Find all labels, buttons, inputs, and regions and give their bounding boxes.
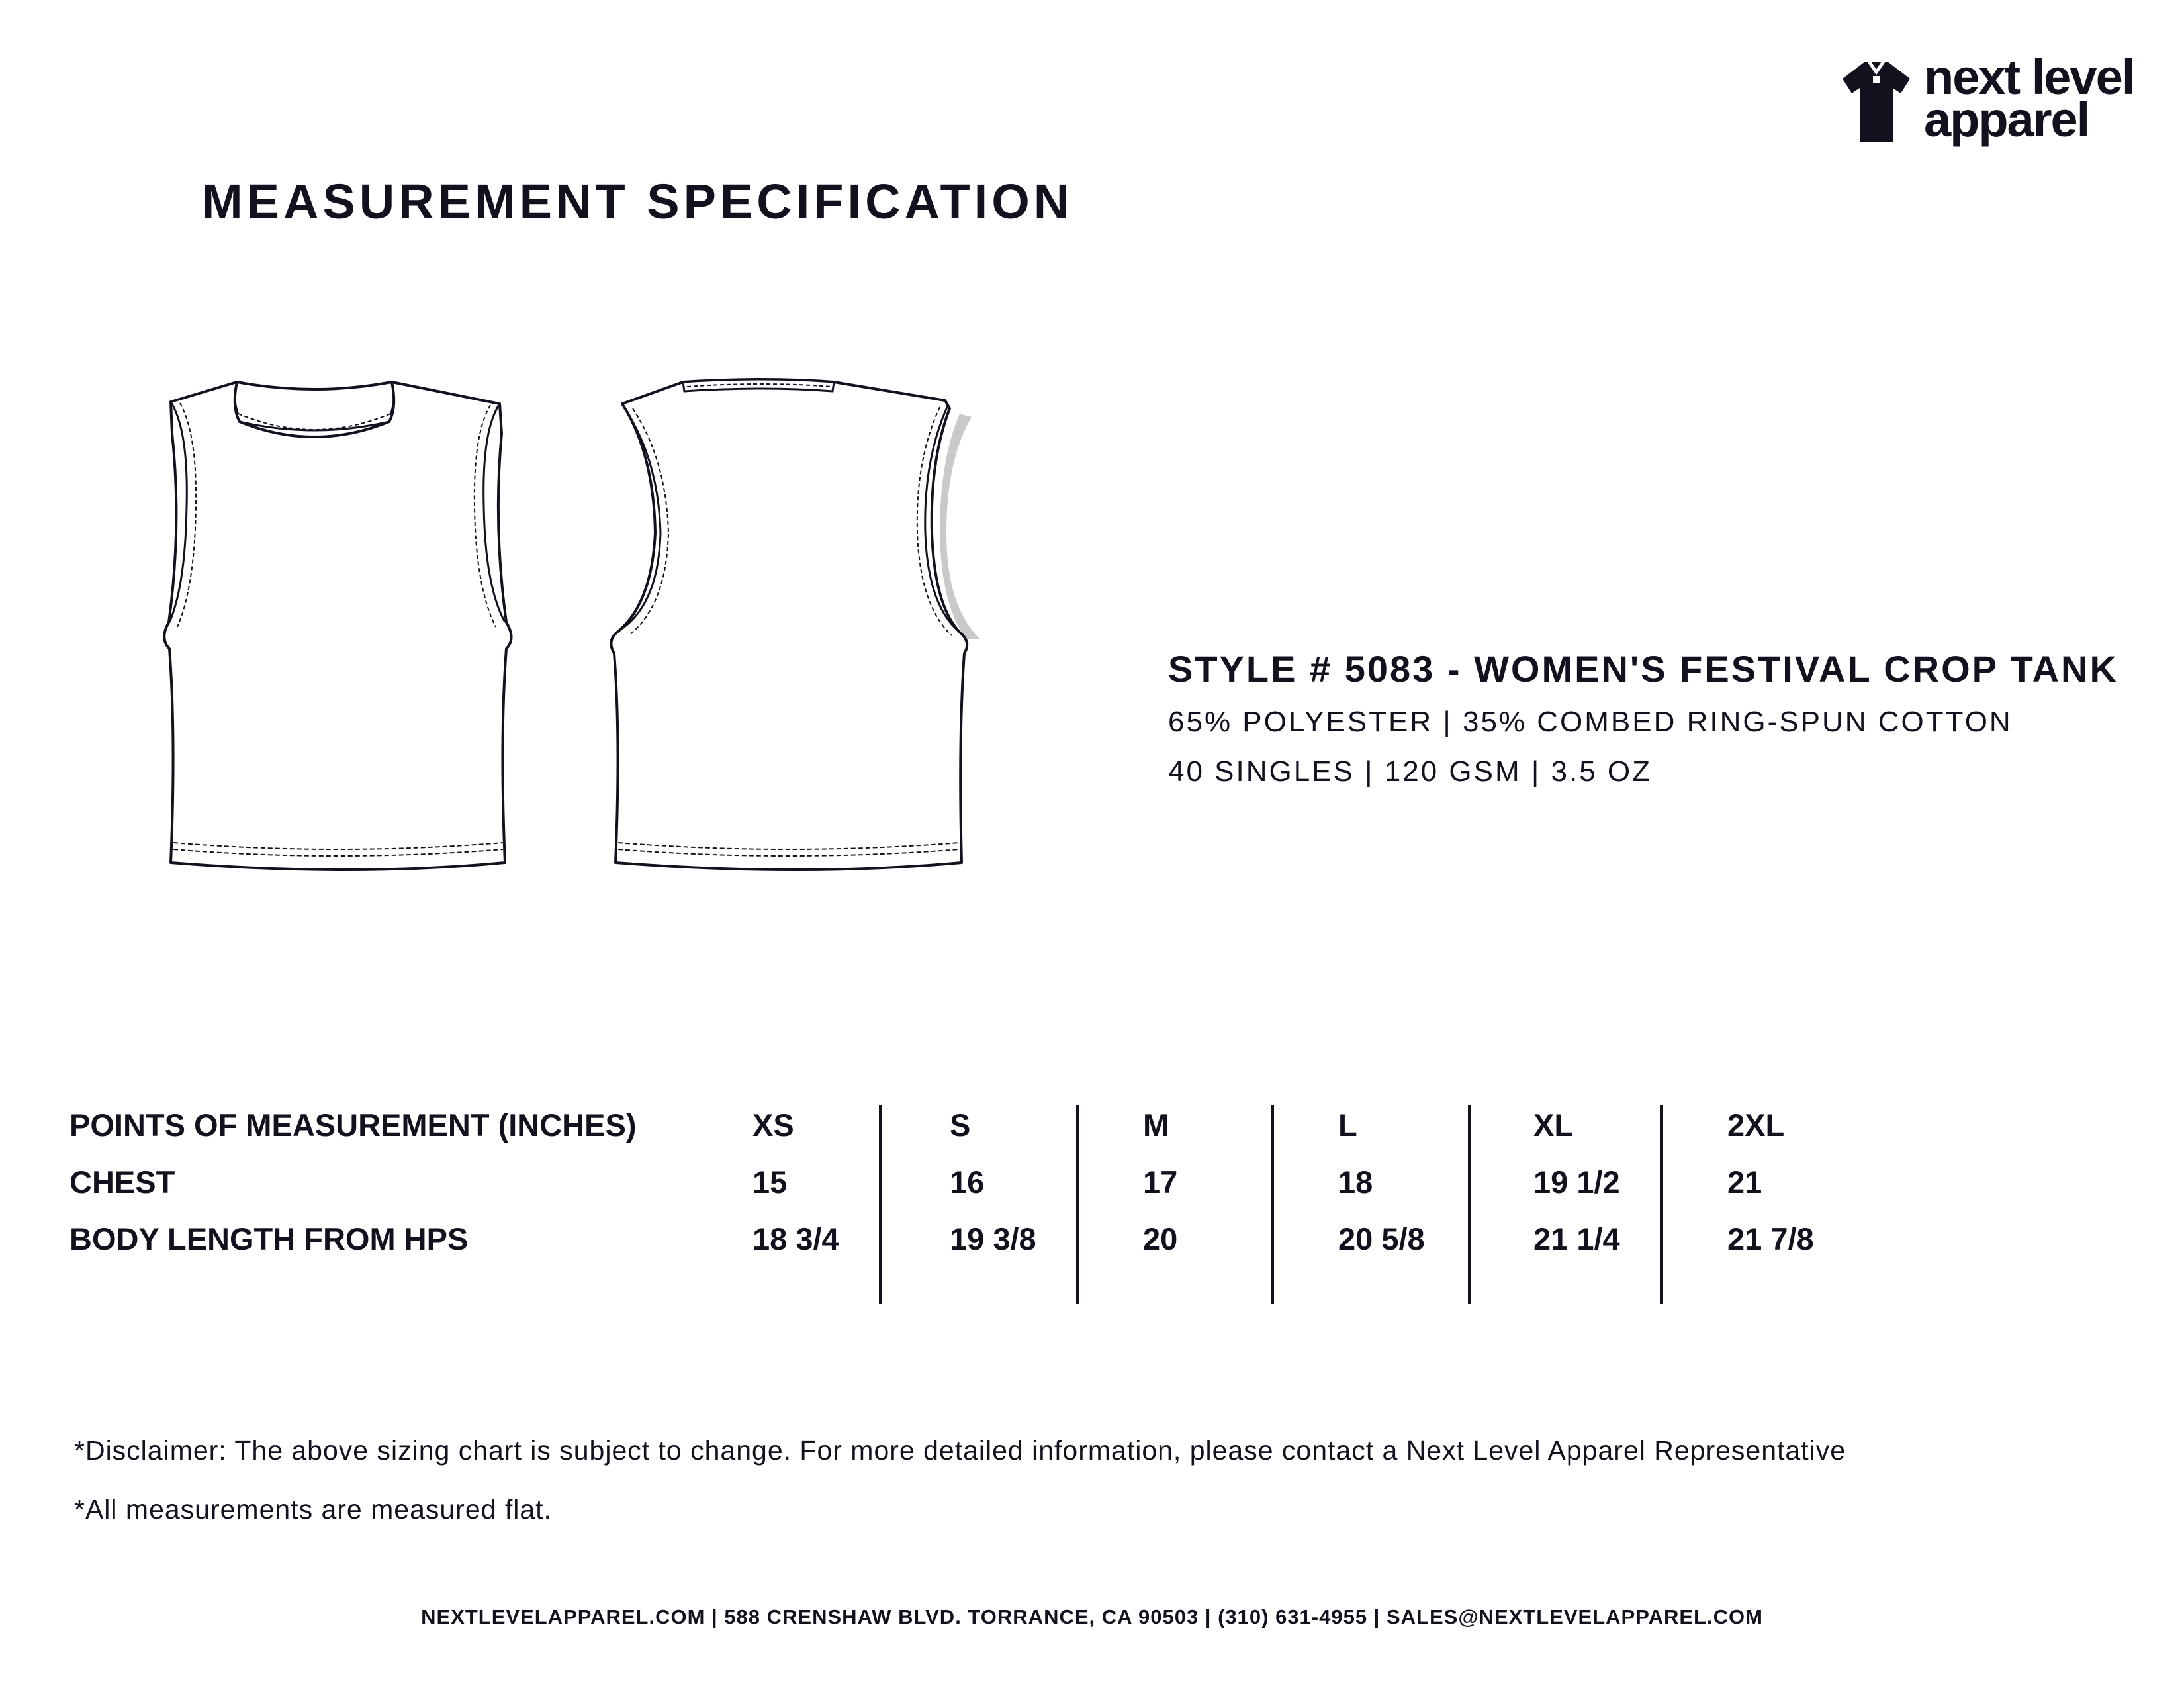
table-cell: 18 bbox=[1338, 1164, 1373, 1199]
table-cell: 20 5/8 bbox=[1338, 1221, 1425, 1256]
brand-line-1: next level bbox=[1924, 50, 2134, 105]
tank-front-illustration bbox=[164, 382, 511, 870]
fabric-content: 65% POLYESTER | 35% COMBED RING-SPUN COTTON bbox=[1168, 706, 2013, 738]
size-header: XL bbox=[1533, 1107, 1574, 1143]
tank-back-illustration bbox=[611, 379, 979, 870]
shirt-logo-icon bbox=[1840, 59, 1913, 145]
column-divider bbox=[1468, 1105, 1471, 1304]
size-header: L bbox=[1338, 1107, 1357, 1143]
fabric-weight: 40 SINGLES | 120 GSM | 3.5 OZ bbox=[1168, 755, 1653, 788]
table-cell: 21 1/4 bbox=[1533, 1221, 1620, 1256]
column-divider bbox=[879, 1105, 882, 1304]
disclaimer-text: *Disclaimer: The above sizing chart is subject to change. For more detailed information, please contact a Next Level Apparel Representative bbox=[74, 1435, 1846, 1466]
table-header-row bbox=[69, 1105, 1856, 1145]
brand-logo bbox=[1840, 50, 2158, 149]
column-divider bbox=[1076, 1105, 1079, 1304]
size-header: M bbox=[1143, 1107, 1169, 1143]
page-title: MEASUREMENT SPECIFICATION bbox=[202, 174, 1073, 229]
table-cell: 15 bbox=[752, 1164, 788, 1199]
table-cell: 21 7/8 bbox=[1727, 1221, 1814, 1256]
column-divider bbox=[1271, 1105, 1274, 1304]
row-label: CHEST bbox=[69, 1164, 175, 1199]
size-header: XS bbox=[752, 1107, 794, 1143]
table-cell: 19 3/8 bbox=[950, 1221, 1036, 1256]
size-header: S bbox=[950, 1107, 971, 1143]
table-cell: 19 1/2 bbox=[1533, 1164, 1620, 1199]
table-cell: 21 bbox=[1727, 1164, 1762, 1199]
row-label: BODY LENGTH FROM HPS bbox=[69, 1221, 469, 1256]
brand-line-2: apparel bbox=[1924, 92, 2089, 147]
brand-wordmark bbox=[1924, 50, 2134, 147]
table-header-label: POINTS OF MEASUREMENT (INCHES) bbox=[69, 1107, 637, 1143]
table-row bbox=[69, 1219, 1856, 1259]
table-cell: 16 bbox=[950, 1164, 985, 1199]
measurement-table bbox=[69, 1105, 1856, 1304]
table-cell: 17 bbox=[1143, 1164, 1178, 1199]
column-divider bbox=[1660, 1105, 1663, 1304]
table-row bbox=[69, 1162, 1856, 1202]
footer-contact: NEXTLEVELAPPAREL.COM | 588 CRENSHAW BLVD. TORRANCE, CA 90503 | (310) 631-4955 | SALES@NEXTLEVELAPPAREL.COM bbox=[421, 1605, 1763, 1628]
measurement-note: *All measurements are measured flat. bbox=[74, 1494, 552, 1524]
table-cell: 18 3/4 bbox=[752, 1221, 839, 1256]
garment-illustrations bbox=[139, 367, 999, 884]
table-cell: 20 bbox=[1143, 1221, 1178, 1256]
size-header: 2XL bbox=[1727, 1107, 1785, 1143]
style-title: STYLE # 5083 - WOMEN'S FESTIVAL CROP TANK bbox=[1168, 648, 2118, 690]
